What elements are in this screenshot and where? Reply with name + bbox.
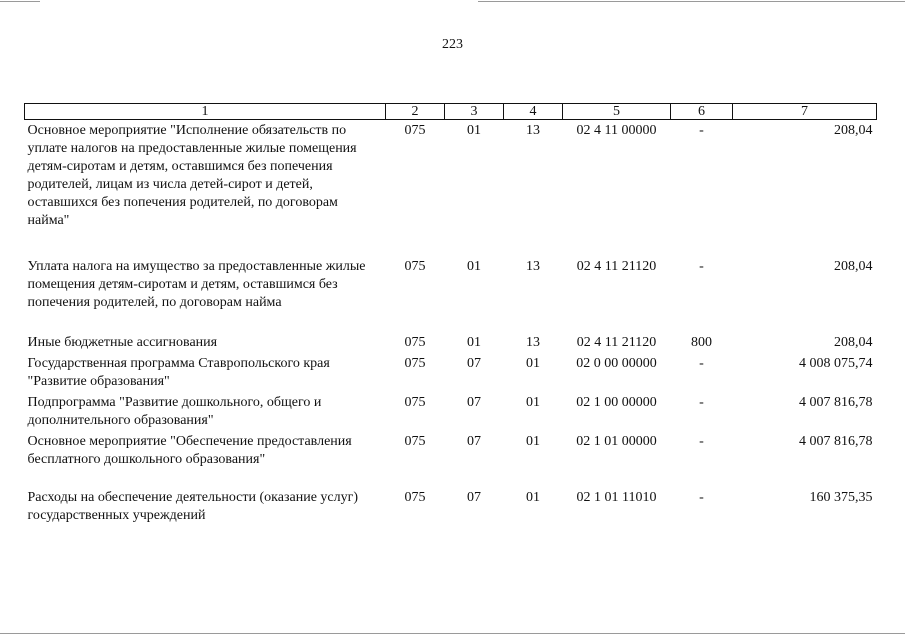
row-col-4: 01 bbox=[526, 394, 540, 410]
table-row bbox=[25, 256, 877, 332]
page-number: 223 bbox=[442, 37, 463, 52]
header-col-4: 4 bbox=[504, 104, 563, 120]
row-col-6: - bbox=[699, 433, 704, 449]
row-col-2: 075 bbox=[404, 123, 426, 138]
row-col-7: 4 008 075,74 bbox=[799, 355, 873, 371]
row-col-4: 13 bbox=[526, 258, 540, 274]
row-col-4: 01 bbox=[526, 433, 540, 449]
row-name: Основное мероприятие "Исполнение обязательств по уплате налогов на предоставленные жилые помещения детям-сиротам и детям, оставшимся без попечения родителей, лицам из числа детей-сирот и детей, оставшихся без попечения родителей, по договорам найма" bbox=[27, 123, 357, 228]
row-name: Основное мероприятие "Обеспечение предоставления бесплатного дошкольного образования" bbox=[27, 433, 352, 467]
header-col-2: 2 bbox=[386, 104, 445, 120]
header-row bbox=[25, 104, 877, 120]
row-col-3: 07 bbox=[467, 433, 481, 449]
row-col-7: 208,04 bbox=[834, 258, 873, 274]
row-col-2: 075 bbox=[404, 489, 426, 505]
table-row bbox=[25, 487, 877, 527]
row-name: Государственная программа Ставропольского края "Развитие образования" bbox=[27, 355, 330, 389]
row-col-5: 02 1 00 00000 bbox=[576, 394, 657, 410]
row-col-6: - bbox=[699, 489, 704, 505]
row-col-7: 208,04 bbox=[834, 334, 873, 350]
table-row bbox=[25, 353, 877, 392]
header-col-6: 6 bbox=[671, 104, 733, 120]
header-col-7: 7 bbox=[733, 104, 877, 120]
row-col-2: 075 bbox=[404, 258, 426, 274]
row-col-4: 01 bbox=[526, 489, 540, 505]
row-col-7: 208,04 bbox=[834, 123, 873, 138]
row-col-2: 075 bbox=[404, 433, 426, 449]
row-col-3: 01 bbox=[467, 123, 481, 138]
row-col-7: 160 375,35 bbox=[809, 489, 873, 505]
row-col-6: - bbox=[699, 258, 704, 274]
row-col-4: 13 bbox=[526, 334, 540, 350]
row-name: Уплата налога на имущество за предоставленные жилые помещения детям-сиротам и детям, оставшимся без попечения родителей, по договорам найма bbox=[27, 258, 366, 310]
row-col-3: 07 bbox=[467, 489, 481, 505]
row-col-5: 02 4 11 00000 bbox=[576, 123, 657, 138]
header-col-3: 3 bbox=[445, 104, 504, 120]
row-col-6: - bbox=[699, 394, 704, 410]
scan-edge-top-right bbox=[478, 1, 905, 2]
row-col-5: 02 1 01 00000 bbox=[576, 433, 657, 449]
scan-edge-top-left bbox=[0, 1, 40, 2]
table-row bbox=[25, 332, 877, 353]
row-name: Расходы на обеспечение деятельности (оказание услуг) государственных учреждений bbox=[27, 489, 359, 523]
table-row bbox=[25, 392, 877, 431]
header-col-1: 1 bbox=[25, 104, 386, 120]
row-col-5: 02 4 11 21120 bbox=[576, 334, 657, 350]
row-col-2: 075 bbox=[404, 355, 426, 371]
row-col-5: 02 1 01 11010 bbox=[576, 489, 657, 505]
row-col-2: 075 bbox=[404, 394, 426, 410]
row-col-4: 13 bbox=[526, 123, 540, 138]
row-col-6: - bbox=[699, 355, 704, 371]
row-name: Подпрограмма "Развитие дошкольного, общего и дополнительного образования" bbox=[27, 394, 322, 428]
row-col-3: 01 bbox=[467, 334, 481, 350]
row-col-3: 07 bbox=[467, 355, 481, 371]
row-col-6: 800 bbox=[691, 334, 712, 350]
budget-table bbox=[24, 103, 877, 527]
table-row bbox=[25, 431, 877, 487]
row-col-5: 02 0 00 00000 bbox=[576, 355, 657, 371]
table-row bbox=[25, 120, 877, 256]
row-col-7: 4 007 816,78 bbox=[799, 394, 873, 410]
row-name: Иные бюджетные ассигнования bbox=[27, 334, 218, 350]
header-col-5: 5 bbox=[563, 104, 671, 120]
row-col-5: 02 4 11 21120 bbox=[576, 258, 657, 274]
row-col-7: 4 007 816,78 bbox=[799, 433, 873, 449]
row-col-6: - bbox=[699, 123, 704, 138]
row-col-2: 075 bbox=[404, 334, 426, 350]
row-col-3: 01 bbox=[467, 258, 481, 274]
scan-edge-bottom bbox=[0, 633, 905, 634]
row-col-3: 07 bbox=[467, 394, 481, 410]
row-col-4: 01 bbox=[526, 355, 540, 371]
